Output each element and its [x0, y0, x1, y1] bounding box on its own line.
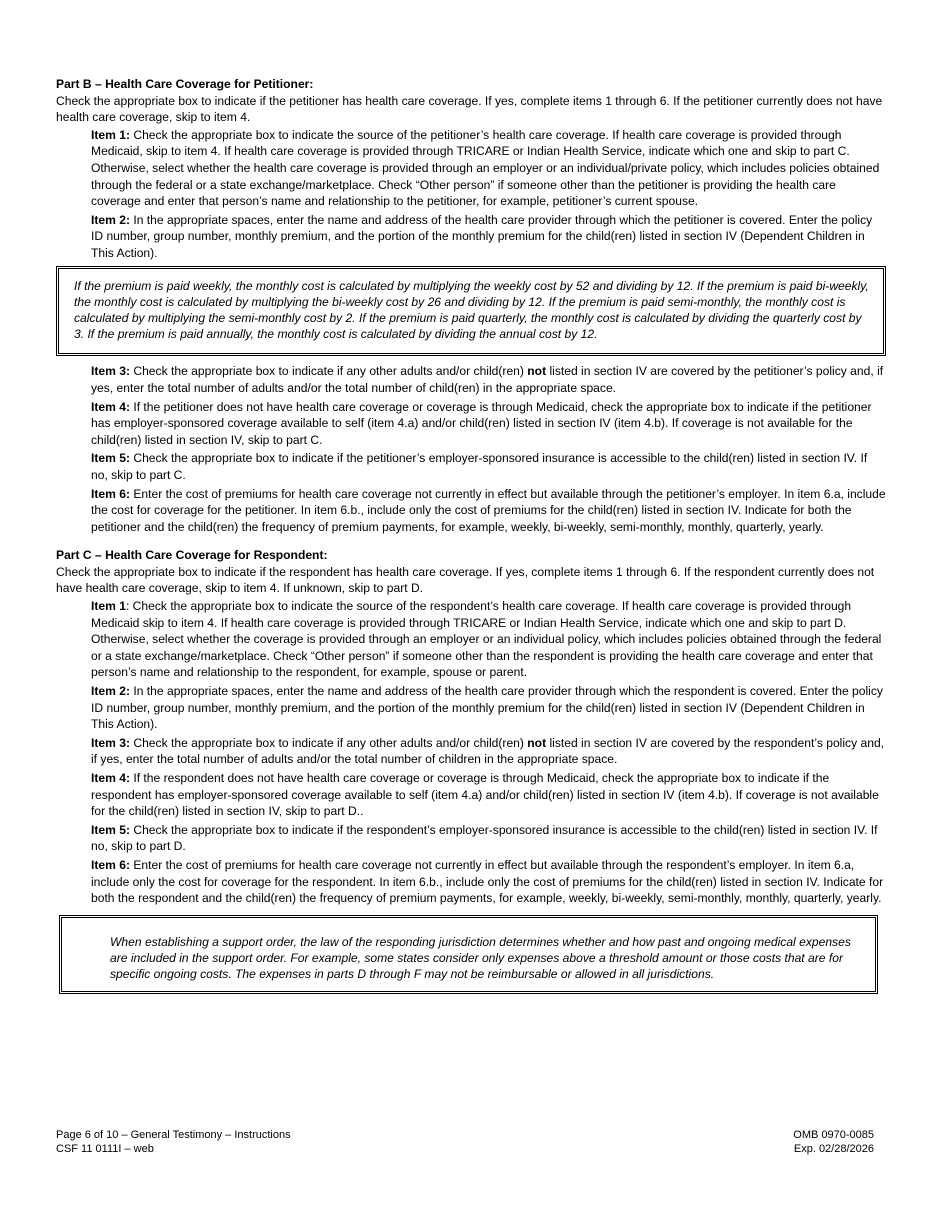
- item-text: In the appropriate spaces, enter the name and address of the health care provider through which the petitioner is covered. Enter the policy ID number, group number, monthly premium, and the portion of the monthly premium for the child(ren) listed in section IV (Dependent Children in This Action).: [91, 212, 873, 260]
- item-text: Check the appropriate box to indicate if any other adults and/or child(ren): [129, 364, 528, 379]
- item-label: Item 5:: [91, 822, 130, 837]
- section-spacer: [56, 537, 886, 547]
- item-text: Enter the cost of premiums for health care coverage not currently in effect but available through the petitioner’s employer. In item 6.a, include the cost for coverage for the petitioner. In item 6.b., include only the cost of premiums for the child(ren) listed in section IV. Indicate for both the petitioner and the child(ren) the frequency of premium payments, for example, weekly, bi-weekly, semi-monthly, monthly, quarterly, yearly.: [91, 486, 886, 534]
- part-c-item-6: [91, 857, 886, 907]
- item-label: Item 6:: [91, 857, 130, 872]
- item-text: If the respondent does not have health care coverage or coverage is through Medicaid, check the appropriate box to indicate if the respondent has employer-sponsored coverage available to self (item 4.a) and/or child(ren) listed in section IV (item 4.b). If coverage is not available for the child(ren) listed in section IV, skip to part D..: [91, 771, 879, 819]
- item-label: Item 3:: [91, 735, 130, 750]
- item-label: Item 2:: [91, 212, 130, 227]
- footer-omb-number: OMB 0970-0085: [793, 1129, 874, 1141]
- part-c-item-2: [91, 683, 886, 733]
- part-b-item-3: [91, 363, 886, 396]
- part-c-heading: Part C – Health Care Coverage for Respondent:: [56, 548, 328, 563]
- footer-right: [793, 1128, 874, 1156]
- document-body: [56, 76, 886, 994]
- part-c-item-3: [91, 735, 886, 768]
- part-b-item-1: [91, 127, 886, 210]
- item-text: Check the appropriate box to indicate the source of the petitioner’s health care coverage. If health care coverage is provided through Medicaid, skip to item 4. If health care coverage is provided through TRICARE or Indian Health Service, indicate which one and skip to part C. Otherwise, select whether the health care coverage is provided through an employer or an individual/private policy, which includes policies obtained through the federal or a state exchange/marketplace. Check “Other person” if someone other than the petitioner is providing the health care coverage and enter that person’s name and relationship to the petitioner, for example, petitioner’s current spouse.: [91, 127, 880, 209]
- part-b-item-5: [91, 450, 886, 483]
- part-b-item-6: [91, 486, 886, 536]
- item-label: Item 2:: [91, 684, 130, 699]
- item-label: Item 3:: [91, 364, 130, 379]
- medical-expenses-note: When establishing a support order, the law of the responding jurisdiction determines whether and how past and ongoing medical expenses are included in the support order. For example, some states consider only expenses above a threshold amount or those costs that are for specific ongoing costs. The expenses in parts D through F may not be reimbursable or allowed in all jurisdictions.: [59, 915, 878, 995]
- item-label: Item 4:: [91, 771, 130, 785]
- part-c-item-5: [91, 822, 886, 855]
- item-text: Enter the cost of premiums for health care coverage not currently in effect but available through the respondent’s employer. In item 6.a, include only the cost for coverage for the respondent. In item 6.b., include only the cost of premiums for the child(ren) listed in section IV. Indicate for both the respondent and the child(ren) the frequency of premium payments, for example, weekly, bi-weekly, semi-monthly, monthly, quarterly, yearly.: [91, 857, 884, 906]
- part-b-item-2: [91, 212, 886, 262]
- part-c-item-1: [91, 598, 886, 681]
- item-text: listed in section IV are covered by the respondent’s policy and, if yes, enter the total number of adults and/or the total number of children in the appropriate space.: [91, 735, 885, 767]
- part-b-heading: Part B – Health Care Coverage for Petitioner:: [56, 77, 314, 91]
- item-emphasis: not: [527, 364, 547, 379]
- item-emphasis: not: [527, 735, 547, 750]
- footer-expiration: Exp. 02/28/2026: [793, 1143, 874, 1155]
- part-c-item-4: [91, 770, 886, 820]
- item-text: listed in section IV are covered by the petitioner’s policy and, if yes, enter the total number of adults and/or the total number of child(ren) in the appropriate space.: [91, 364, 884, 395]
- footer-form-id: CSF 11 0111I – web: [56, 1143, 154, 1155]
- part-b-item-4: [91, 399, 886, 449]
- item-text: If the petitioner does not have health care coverage or coverage is through Medicaid, check the appropriate box to indicate if the petitioner has employer-sponsored coverage available to self (item 4.a) and/or child(ren) listed in section IV (item 4.b). If coverage is not available for the child(ren) listed in section IV, skip to part C.: [91, 399, 872, 447]
- item-text: Check the appropriate box to indicate if the petitioner’s employer-sponsored insurance is accessible to the child(ren) listed in section IV. If no, skip to part C.: [91, 451, 868, 482]
- part-c-intro: Check the appropriate box to indicate if the respondent has health care coverage. If yes, complete items 1 through 6. If the respondent currently does not have health care coverage, skip to item 4. If unknown, skip to part D.: [56, 564, 875, 596]
- footer-left: [56, 1128, 291, 1156]
- item-label: Item 5:: [91, 451, 130, 466]
- item-text: Check the appropriate box to indicate if any other adults and/or child(ren): [129, 735, 528, 750]
- item-text: Check the appropriate box to indicate if the respondent’s employer-sponsored insurance is accessible to the child(ren) listed in section IV. If no, skip to part D.: [91, 822, 878, 854]
- item-label: Item 6:: [91, 486, 130, 501]
- item-text: : Check the appropriate box to indicate the source of the respondent’s health care coverage. If health care coverage is provided through Medicaid skip to item 4. If health care coverage is provided through TRICARE or Indian Health Service, indicate which one and skip to part D. Otherwise, select whether the coverage is provided through an employer or an individual policy, which includes policies obtained through the federal or a state exchange/marketplace. Check “Other person” if someone other than the respondent is providing the health care coverage and enter that person’s name and relationship to the respondent, for example, spouse or parent.: [91, 599, 882, 680]
- item-label: Item 1:: [91, 127, 130, 142]
- item-label: Item 1: [91, 599, 126, 614]
- item-text: In the appropriate spaces, enter the name and address of the health care provider through which the respondent is covered. Enter the policy ID number, group number, monthly premium, and the portion of the monthly premium for the child(ren) listed in section IV (Dependent Children in This Action).: [91, 684, 883, 732]
- footer-page-info: Page 6 of 10 – General Testimony – Instructions: [56, 1129, 291, 1141]
- part-b-intro: Check the appropriate box to indicate if the petitioner has health care coverage. If yes, complete items 1 through 6. If the petitioner currently does not have health care coverage, skip to item 4.: [56, 93, 883, 125]
- premium-calculation-note: If the premium is paid weekly, the monthly cost is calculated by multiplying the weekly cost by 52 and dividing by 12. If the premium is paid bi-weekly, the monthly cost is calculated by multiplying the bi-weekly cost by 26 and dividing by 12. If the premium is paid semi-monthly, the monthly cost is calculated by multiplying the semi-monthly cost by 2. If the premium is paid quarterly, the monthly cost is calculated by dividing the quarterly cost by 3. If the premium is paid annually, the monthly cost is calculated by dividing the annual cost by 12.: [56, 266, 886, 357]
- item-label: Item 4:: [91, 399, 130, 414]
